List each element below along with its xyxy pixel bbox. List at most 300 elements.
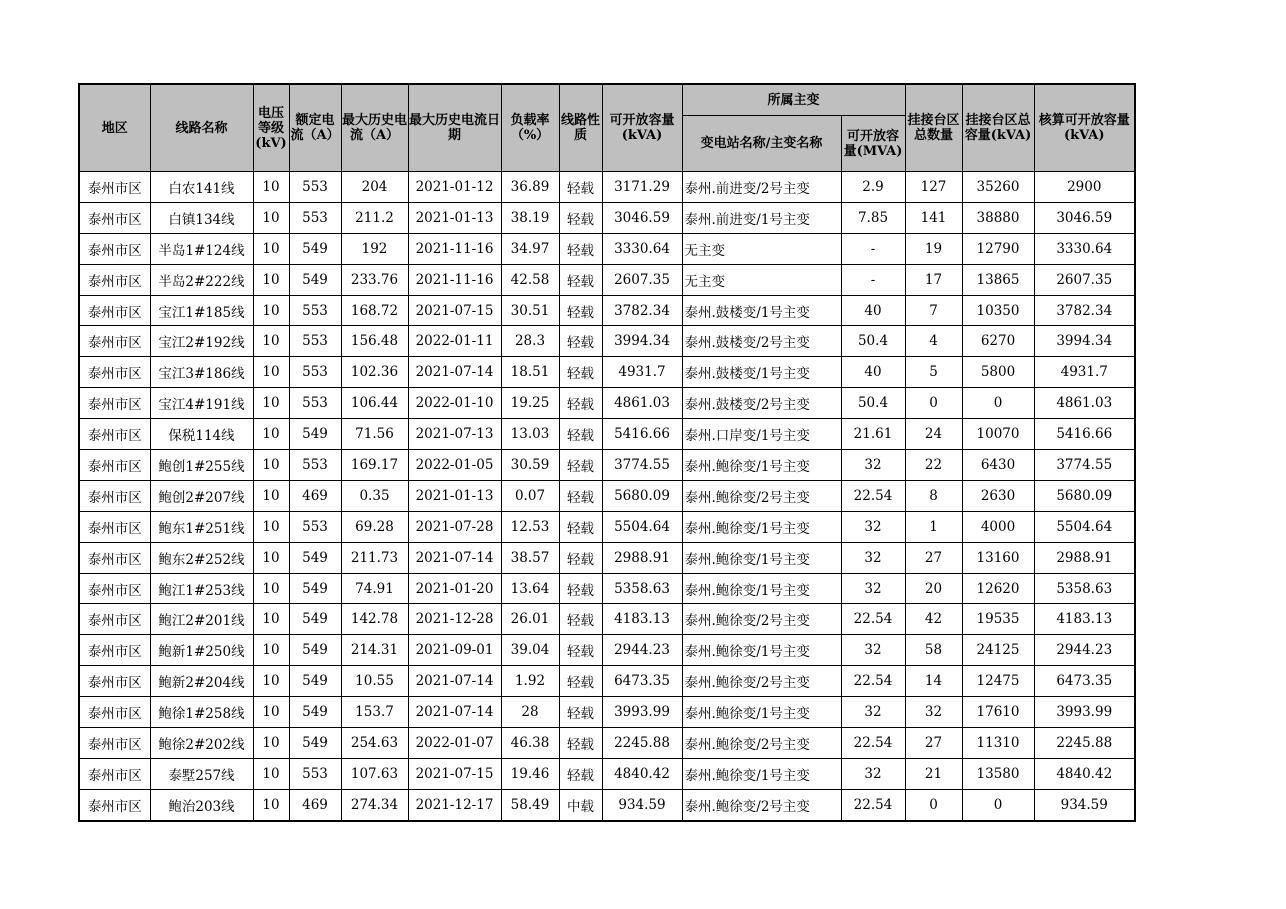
header-sub-open-capacity: 可开放容量(MVA) [841,116,905,172]
table-cell: 5680.09 [1034,480,1135,511]
table-cell: 泰州.鼓楼变/1号主变 [682,357,841,388]
table-cell: 轻载 [559,357,602,388]
table-cell: 轻载 [559,511,602,542]
table-row [79,326,1135,357]
header-voltage: 电压等级(kV) [253,84,289,172]
table-cell: 10350 [962,295,1034,326]
table-cell: 5504.64 [602,511,682,542]
table-cell: 泰州.鼓楼变/2号主变 [682,326,841,357]
table-cell: 553 [289,172,341,203]
table-cell: 74.91 [341,573,408,604]
table-cell: 12.53 [501,511,559,542]
table-cell: 鲍江2#201线 [150,604,253,635]
table-cell: 泰州.鲍徐变/1号主变 [682,573,841,604]
table-cell: 轻载 [559,666,602,697]
table-cell: 204 [341,172,408,203]
table-cell: 553 [289,388,341,419]
table-cell: 宝江4#191线 [150,388,253,419]
table-cell: 7.85 [841,202,905,233]
table-cell: 泰州市区 [79,450,150,481]
table-cell: 2021-01-20 [408,573,501,604]
table-cell: 10.55 [341,666,408,697]
table-cell: 半岛1#124线 [150,233,253,264]
table-cell: 549 [289,542,341,573]
table-cell: 2021-07-15 [408,295,501,326]
table-cell: 泰州市区 [79,511,150,542]
table-cell: 1 [905,511,962,542]
header-load-rate: 负载率（%） [501,84,559,172]
table-cell: 轻载 [559,388,602,419]
table-cell: 211.73 [341,542,408,573]
table-cell: 10 [253,573,289,604]
table-cell: 鲍徐2#202线 [150,728,253,759]
table-cell: 0.35 [341,480,408,511]
table-cell: 2245.88 [602,728,682,759]
table-cell: 泰州市区 [79,697,150,728]
table-row [79,172,1135,203]
table-cell: 泰州.前进变/2号主变 [682,172,841,203]
table-cell: 轻载 [559,295,602,326]
table-cell: 169.17 [341,450,408,481]
table-cell: 549 [289,233,341,264]
table-cell: 2944.23 [1034,635,1135,666]
table-cell: 1.92 [501,666,559,697]
table-cell: 6430 [962,450,1034,481]
table-cell: 鲍徐1#258线 [150,697,253,728]
table-cell: 4183.13 [602,604,682,635]
table-cell: 2021-07-13 [408,419,501,450]
table-cell: 2021-01-12 [408,172,501,203]
table-cell: 39.04 [501,635,559,666]
table-cell: 5416.66 [602,419,682,450]
table-cell: 19.46 [501,758,559,789]
table-cell: 3171.29 [602,172,682,203]
table-cell: 泰州.鲍徐变/1号主变 [682,511,841,542]
table-cell: 泰州市区 [79,172,150,203]
table-cell: 宝江2#192线 [150,326,253,357]
table-row [79,604,1135,635]
table-cell: 泰州市区 [79,542,150,573]
table-cell: 6473.35 [1034,666,1135,697]
table-cell: 13580 [962,758,1034,789]
table-cell: 鲍创1#255线 [150,450,253,481]
table-cell: 鲍东1#251线 [150,511,253,542]
table-cell: 13.64 [501,573,559,604]
table-cell: 38880 [962,202,1034,233]
table-cell: 2607.35 [1034,264,1135,295]
table-cell: 鲍东2#252线 [150,542,253,573]
table-cell: 无主变 [682,233,841,264]
table-cell: 32 [841,758,905,789]
table-cell: 22.54 [841,604,905,635]
table-cell: 泰州市区 [79,758,150,789]
table-cell: 32 [841,573,905,604]
table-cell: 2630 [962,480,1034,511]
table-cell: 22 [905,450,962,481]
table-cell: 泰州.鲍徐变/1号主变 [682,542,841,573]
table-cell: 3993.99 [602,697,682,728]
table-cell: 泰州.鲍徐变/1号主变 [682,635,841,666]
table-cell: 白农141线 [150,172,253,203]
table-cell: 轻载 [559,172,602,203]
table-cell: 32 [841,450,905,481]
table-cell: 0 [905,388,962,419]
table-cell: 13865 [962,264,1034,295]
table-cell: 泰州.鲍徐变/1号主变 [682,450,841,481]
table-cell: 254.63 [341,728,408,759]
table-cell: 141 [905,202,962,233]
header-area: 地区 [79,84,150,172]
table-cell: 22.54 [841,789,905,820]
table-cell: 4931.7 [602,357,682,388]
table-cell: 4931.7 [1034,357,1135,388]
table-cell: 4840.42 [1034,758,1135,789]
header-max-date: 最大历史电流日期 [408,84,501,172]
table-cell: 10 [253,728,289,759]
table-cell: 2021-07-14 [408,542,501,573]
table-cell: 549 [289,635,341,666]
table-cell: 轻载 [559,202,602,233]
table-row [79,511,1135,542]
table-cell: 2022-01-10 [408,388,501,419]
table-cell: 泰州.鲍徐变/1号主变 [682,758,841,789]
table-row [79,357,1135,388]
table-cell: 5358.63 [1034,573,1135,604]
table-cell: 2021-11-16 [408,233,501,264]
table-cell: 30.59 [501,450,559,481]
table-cell: 2021-12-17 [408,789,501,820]
table-cell: 32 [841,697,905,728]
table-cell: 无主变 [682,264,841,295]
table-cell: 22.54 [841,666,905,697]
table-cell: 6270 [962,326,1034,357]
table-cell: 2.9 [841,172,905,203]
table-cell: 4861.03 [1034,388,1135,419]
table-cell: 549 [289,697,341,728]
table-cell: 2021-07-14 [408,666,501,697]
table-cell: 鲍治203线 [150,789,253,820]
table-cell: 50.4 [841,326,905,357]
table-row [79,233,1135,264]
table-cell: 106.44 [341,388,408,419]
table-cell: 12475 [962,666,1034,697]
table-cell: 3330.64 [1034,233,1135,264]
table-cell: 2021-12-28 [408,604,501,635]
table-cell: 7 [905,295,962,326]
table-cell: 12790 [962,233,1034,264]
table-cell: 107.63 [341,758,408,789]
table-cell: 35260 [962,172,1034,203]
table-cell: 40 [841,295,905,326]
table-cell: 549 [289,264,341,295]
table-cell: 泰州市区 [79,789,150,820]
table-cell: 233.76 [341,264,408,295]
table-cell: 32 [841,542,905,573]
table-cell: 469 [289,480,341,511]
table-cell: 0 [962,789,1034,820]
table-cell: 36.89 [501,172,559,203]
table-cell: 934.59 [602,789,682,820]
table-cell: 10 [253,511,289,542]
table-cell: 934.59 [1034,789,1135,820]
table-cell: 泰州市区 [79,635,150,666]
table-cell: 553 [289,357,341,388]
table-cell: 5800 [962,357,1034,388]
table-cell: 58.49 [501,789,559,820]
table-cell: 10 [253,789,289,820]
table-cell: 127 [905,172,962,203]
table-cell: 2245.88 [1034,728,1135,759]
table-cell: 22.54 [841,728,905,759]
table-cell: 13.03 [501,419,559,450]
table-cell: 10 [253,542,289,573]
table-cell: 24 [905,419,962,450]
table-cell: 42.58 [501,264,559,295]
table-cell: 轻载 [559,419,602,450]
table-cell: 69.28 [341,511,408,542]
table-cell: 5504.64 [1034,511,1135,542]
table-cell: 泰州.鼓楼变/2号主变 [682,388,841,419]
header-district-count: 挂接台区总数量 [905,84,962,172]
table-cell: 11310 [962,728,1034,759]
table-cell: 19.25 [501,388,559,419]
table-row [79,419,1135,450]
table-row [79,758,1135,789]
table-row [79,635,1135,666]
table-cell: 553 [289,450,341,481]
table-cell: 30.51 [501,295,559,326]
table-cell: 32 [841,511,905,542]
table-cell: 泰州.前进变/1号主变 [682,202,841,233]
table-body [79,172,1135,821]
table-cell: 泰州市区 [79,388,150,419]
table-cell: 2021-07-14 [408,697,501,728]
header-rated-current: 额定电流（A） [289,84,341,172]
table-cell: 10 [253,419,289,450]
table-cell: 轻载 [559,573,602,604]
table-cell: 鲍江1#253线 [150,573,253,604]
table-cell: 泰州市区 [79,728,150,759]
table-cell: 2022-01-05 [408,450,501,481]
table-cell: 10070 [962,419,1034,450]
table-cell: 10 [253,264,289,295]
table-cell: 3994.34 [1034,326,1135,357]
table-cell: 泰州.鲍徐变/2号主变 [682,789,841,820]
table-cell: 469 [289,789,341,820]
table-cell: 2021-07-15 [408,758,501,789]
table-cell: 轻载 [559,450,602,481]
table-cell: 3046.59 [1034,202,1135,233]
table-row [79,264,1135,295]
table-cell: 71.56 [341,419,408,450]
table-cell: 5680.09 [602,480,682,511]
header-substation-name: 变电站名称/主变名称 [682,116,841,172]
table-cell: 26.01 [501,604,559,635]
table-cell: 32 [905,697,962,728]
table-cell: 8 [905,480,962,511]
table-cell: 553 [289,758,341,789]
table-cell: 10 [253,635,289,666]
table-cell: 10 [253,233,289,264]
table-cell: 泰州市区 [79,604,150,635]
table-cell: 2607.35 [602,264,682,295]
table-cell: 4183.13 [1034,604,1135,635]
capacity-table [78,83,1136,822]
table-cell: 泰州市区 [79,233,150,264]
table-cell: 泰州市区 [79,419,150,450]
header-district-capacity: 挂接台区总容量(kVA) [962,84,1034,172]
table-cell: 2021-07-14 [408,357,501,388]
table-cell: 42 [905,604,962,635]
table-cell: 2021-09-01 [408,635,501,666]
table-row [79,666,1135,697]
table-cell: 19 [905,233,962,264]
table-cell: 22.54 [841,480,905,511]
table-cell: 13160 [962,542,1034,573]
table-cell: 中载 [559,789,602,820]
table-row [79,295,1135,326]
table-cell: 40 [841,357,905,388]
table-cell: 17610 [962,697,1034,728]
table-cell: 10 [253,295,289,326]
table-cell: 553 [289,295,341,326]
header-line-name: 线路名称 [150,84,253,172]
table-cell: 2022-01-11 [408,326,501,357]
table-cell: 3782.34 [1034,295,1135,326]
table-cell: 3046.59 [602,202,682,233]
table-cell: 34.97 [501,233,559,264]
table-cell: 553 [289,202,341,233]
table-cell: 0 [905,789,962,820]
table-cell: 192 [341,233,408,264]
table-row [79,542,1135,573]
table-cell: 3994.34 [602,326,682,357]
header-max-current: 最大历史电流（A） [341,84,408,172]
table-cell: 153.7 [341,697,408,728]
table-cell: 泰州.鲍徐变/1号主变 [682,697,841,728]
table-cell: 10 [253,666,289,697]
table-cell: 2944.23 [602,635,682,666]
table-cell: 4840.42 [602,758,682,789]
table-row [79,480,1135,511]
table-cell: 21 [905,758,962,789]
table-cell: - [841,264,905,295]
table-row [79,450,1135,481]
table-cell: 553 [289,511,341,542]
table-cell: 泰州市区 [79,357,150,388]
table-cell: 泰州.口岸变/1号主变 [682,419,841,450]
table-cell: 28.3 [501,326,559,357]
table-cell: 38.57 [501,542,559,573]
table-cell: 3774.55 [1034,450,1135,481]
table-cell: 泰州市区 [79,295,150,326]
header-verified-capacity: 核算可开放容量(kVA) [1034,84,1135,172]
header-open-capacity: 可开放容量(kVA) [602,84,682,172]
table-cell: 鲍新1#250线 [150,635,253,666]
table-cell: 轻载 [559,758,602,789]
table-cell: 38.19 [501,202,559,233]
table-cell: 2022-01-07 [408,728,501,759]
table-row [79,202,1135,233]
table-cell: 0 [962,388,1034,419]
table-cell: 142.78 [341,604,408,635]
table-cell: 12620 [962,573,1034,604]
table-cell: 10 [253,388,289,419]
table-cell: 5 [905,357,962,388]
table-cell: 3993.99 [1034,697,1135,728]
table-cell: 0.07 [501,480,559,511]
table-row [79,697,1135,728]
table-cell: 泰州.鲍徐变/2号主变 [682,480,841,511]
table-row [79,573,1135,604]
table-cell: 10 [253,758,289,789]
table-cell: 泰州.鲍徐变/2号主变 [682,604,841,635]
table-cell: 2021-11-16 [408,264,501,295]
table-cell: 50.4 [841,388,905,419]
table-cell: 553 [289,326,341,357]
table-cell: 10 [253,202,289,233]
table-cell: 白镇134线 [150,202,253,233]
table-cell: 轻载 [559,326,602,357]
table-cell: 10 [253,357,289,388]
table-cell: 2021-07-28 [408,511,501,542]
table-cell: 泰州市区 [79,573,150,604]
table-cell: 211.2 [341,202,408,233]
table-cell: 10 [253,326,289,357]
table-cell: - [841,233,905,264]
table-cell: 10 [253,450,289,481]
table-cell: 泰州市区 [79,480,150,511]
table-row [79,789,1135,820]
table-cell: 4861.03 [602,388,682,419]
table-cell: 549 [289,728,341,759]
table-cell: 156.48 [341,326,408,357]
table-cell: 274.34 [341,789,408,820]
table-cell: 2900 [1034,172,1135,203]
table-row [79,388,1135,419]
table-cell: 4 [905,326,962,357]
table-cell: 鲍新2#204线 [150,666,253,697]
table-cell: 27 [905,542,962,573]
table-cell: 6473.35 [602,666,682,697]
table-cell: 轻载 [559,635,602,666]
table-cell: 20 [905,573,962,604]
table-cell: 10 [253,604,289,635]
table-cell: 2021-01-13 [408,480,501,511]
table-cell: 轻载 [559,697,602,728]
table-cell: 10 [253,172,289,203]
table-cell: 泰州市区 [79,326,150,357]
table-cell: 32 [841,635,905,666]
table-cell: 3774.55 [602,450,682,481]
table-cell: 泰州市区 [79,666,150,697]
table-cell: 2021-01-13 [408,202,501,233]
table-cell: 27 [905,728,962,759]
table-cell: 鲍创2#207线 [150,480,253,511]
table-cell: 10 [253,480,289,511]
table-cell: 18.51 [501,357,559,388]
table-cell: 17 [905,264,962,295]
header-line-nature: 线路性质 [559,84,602,172]
table-cell: 泰墅257线 [150,758,253,789]
table-cell: 21.61 [841,419,905,450]
table-cell: 168.72 [341,295,408,326]
table-cell: 泰州.鲍徐变/2号主变 [682,666,841,697]
table-cell: 轻载 [559,264,602,295]
table-cell: 549 [289,666,341,697]
table-cell: 214.31 [341,635,408,666]
table-cell: 14 [905,666,962,697]
